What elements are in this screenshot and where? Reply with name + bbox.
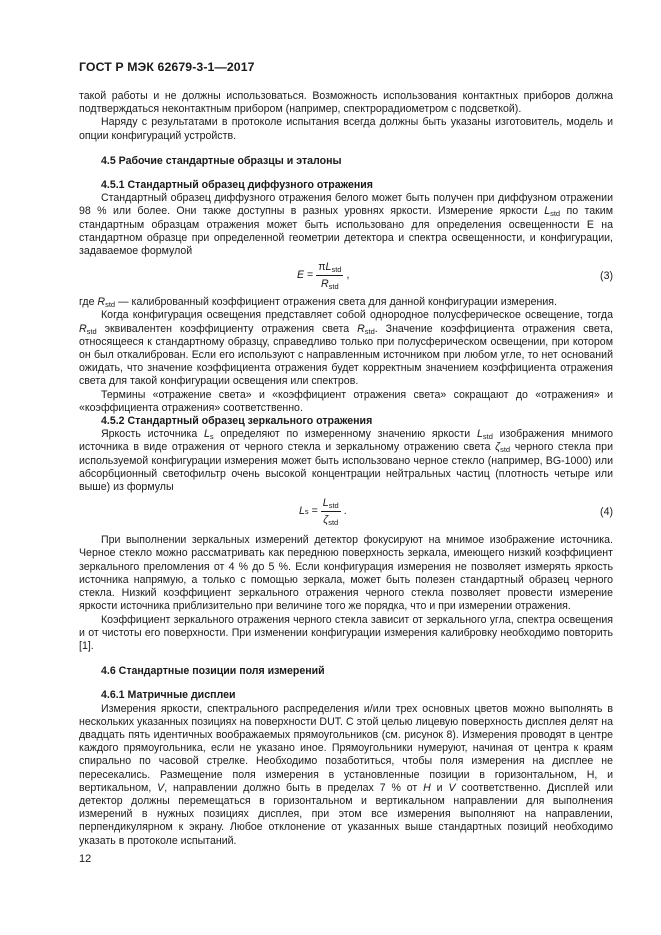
intro-paragraph-2: Наряду с результатами в протоколе испытания всегда должны быть указаны изготовитель, модель и опции конфигураций устройств. — [79, 116, 613, 142]
formula-3: E = $\frac{\pi L_{std}}{R_{std}}$ , (3) — [297, 261, 613, 292]
section-4-6-title: 4.6 Стандартные позиции поля измерений — [101, 665, 325, 678]
section-4-5-title: 4.5 Рабочие стандартные образцы и эталоны — [101, 154, 342, 167]
equation-number-3: (3) — [600, 270, 613, 283]
section-4-6-1-title: 4.6.1 Матричные дисплеи — [101, 689, 236, 702]
intro-paragraph-1: такой работы и не должны использоваться. Возможность использования контактных приборов должна подтверждаться неконтактным прибором (например, спектрорадиометром с подсветкой). — [79, 90, 613, 116]
section-4-5-2-paragraph-2: При выполнении зеркальных измерений детектор фокусируют на мнимое изображение источника. Черное стекло можно рассматривать как переднюю поверхность зеркала, имеющего низкий коэффициент зеркального преломления от 4 % до 5 %. Если конфигурация измерения не позволяет измерять яркость источника напрямую, а только с помощью зеркала, может быть полезен стандартный образец черного стекла. Низкий коэффициент зеркального отражения черного стекла позволяет провести измерение яркости источника приблизительно при величине того же порядка, что и при измерении отражения. — [79, 534, 613, 613]
page-number: 12 — [79, 853, 92, 865]
section-4-5-2-title: 4.5.2 Стандартный образец зеркального отражения — [101, 415, 373, 428]
section-4-5-1-paragraph-3: Термины «отражение света» и «коэффициент отражения света» сокращают до «отражения» и «коэффициента отражения» соответственно. — [79, 388, 613, 414]
section-4-5-1-paragraph-1: Стандартный образец диффузного отражения белого может быть получен при диффузном отражении 98 % или более. Они также доступны в разных уровнях яркости. Измерение яркости $L_{std}$ по таким стандартным образцам отражения может быть использовано для определения освещенности E на стандартном образце при определенной геометрии детектора и спектра освещенности, и конфигурации, задаваемое формулой — [79, 192, 613, 258]
section-4-6-1-paragraph-1: Измерения яркости, спектрального распределения и/или трех основных цветов можно выполнять в нескольких указанных позициях на поверхности DUT. С этой целью лицевую поверхность дисплея делят на двадцать пять идентичных воображаемых прямоугольников (см. рисунок 8). Измерения проводят в центре каждого прямоугольника, если не указано иное. Прямоугольники нумеруют, начиная от центра к краям спирально по часовой стрелке. Необходимо позаботиться, чтобы поля измерения на дисплее не пересекались. Размещение поля измерения в установленные позиции в горизонтальном, H, и вертикальном, V, направлении должно быть в пределах 7 % от H и V соответственно. Дисплей или детектор должны перемещаться в горизонтальном и вертикальном направлении для выполнения измерений в нужных позициях дисплея, при этом все измерения выполняют на направлении, перпендикулярном к экрану. Любое отклонение от указанных выше стандартных позиций необходимо указать в протоколе испытаний. — [79, 702, 613, 847]
formula-3-fraction: $\frac{\pi L_{std}}{R_{std}}$ — [318, 261, 342, 292]
section-4-5-2-paragraph-1: Яркость источника $L_s$ определяют по измеренному значению яркости $L_{std}$ изображения мнимого источника в виде отражения от черного стекла и зеркальному отражению света $\zeta_{std}$ черного стекла при используемой конфигурации измерения может быть использовано черное стекло (например, BG-1000) или абсорбционный светофильтр очень высокой концентрации нейтральных частиц (плотность четыре или выше) из формулы — [79, 428, 613, 494]
where-clause: где $R_{std}$ — калиброванный коэффициент отражения света для данной конфигурации измерения. — [79, 296, 557, 310]
standard-header: ГОСТ Р МЭК 62679-3-1—2017 — [79, 60, 255, 74]
section-4-5-2-paragraph-3: Коэффициент зеркального отражения черного стекла зависит от зеркального угла, спектра освещения и от чистоты его поверхности. При изменении конфигурации измерения калибровку необходимо повторить [1]. — [79, 613, 613, 652]
page-body — [79, 90, 613, 848]
formula-4: L s = $\frac{L_{std}}{\zeta_{std}}$ . (4) — [299, 497, 613, 528]
section-4-5-1-paragraph-2: Когда конфигурация освещения представляет собой однородное полусферическое освещение, тогда $R_{std}$ эквивалентен коэффициенту отражения света $R_{std}$. Значение коэффициента отражения света, относящееся к стандартному образцу, справедливо только при полусферическом освещении, при котором он был откалиброван. Если его используют с направленным источником при любом угле, то нет оснований ожидать, что значение коэффициента отражения будет корректным значением коэффициента отражения света для такой конфигурации освещения или спектров. — [79, 309, 614, 388]
equation-number-4: (4) — [600, 506, 613, 519]
section-4-5-1-title: 4.5.1 Стандартный образец диффузного отражения — [101, 179, 373, 192]
formula-4-fraction: $\frac{L_{std}}{\zeta_{std}}$ — [322, 497, 339, 528]
